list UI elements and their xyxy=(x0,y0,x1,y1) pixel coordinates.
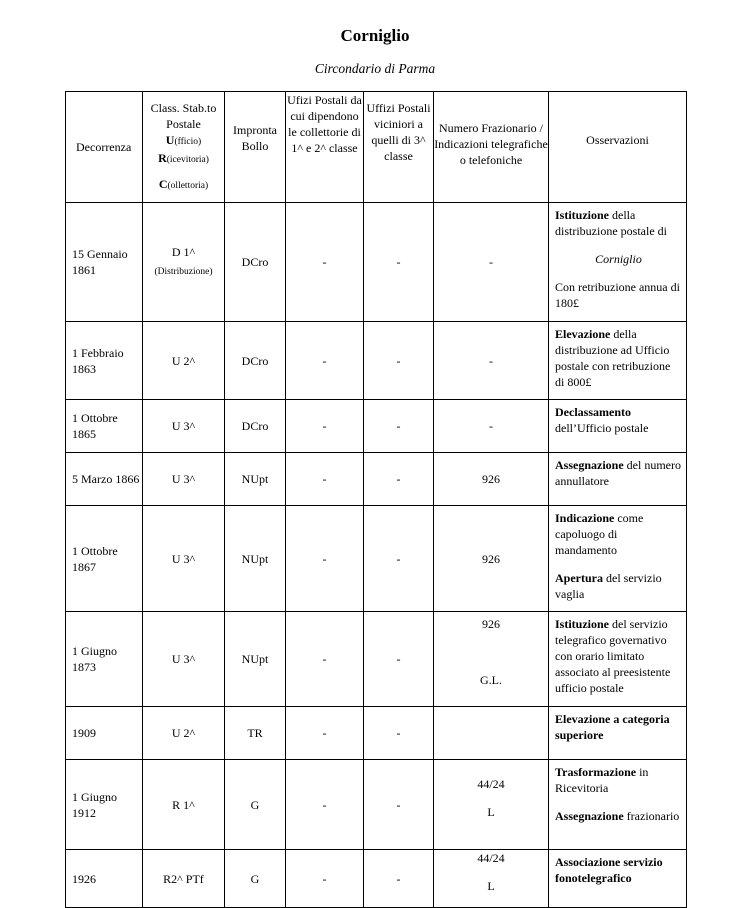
cell-osservazioni xyxy=(549,707,687,760)
cell-osservazioni xyxy=(549,850,687,908)
header-class-line1: Class. Stab.to Postale xyxy=(150,101,217,131)
header-class xyxy=(143,92,225,203)
cell-uffizi: - xyxy=(364,400,434,453)
cell-osservazioni xyxy=(549,322,687,400)
cell-date: 1 Febbraio 1863 xyxy=(66,322,143,400)
header-ufizi: Ufizi Postali da cui dipendono le collettorie di 1^ e 2^ classe xyxy=(286,92,364,203)
table-row xyxy=(66,707,687,760)
cell-numero xyxy=(434,850,549,908)
obs-bold: Assegnazione xyxy=(555,458,624,472)
table-row xyxy=(66,760,687,850)
table-row xyxy=(66,506,687,612)
cell-class: U 3^ xyxy=(143,400,225,453)
cell-osservazioni xyxy=(549,506,687,612)
obs-text-2: Con retribuzione annua di 180£ xyxy=(555,280,680,310)
cell-date: 5 Marzo 1866 xyxy=(66,453,143,506)
obs-text-2: frazionario xyxy=(623,809,680,823)
obs-bold: Trasformazione xyxy=(555,765,637,779)
cell-numero-telegraph: L xyxy=(487,805,495,819)
obs-bold-2: Apertura xyxy=(555,571,603,585)
page-title: Corniglio xyxy=(340,26,410,45)
cell-uffizi: - xyxy=(364,506,434,612)
obs-bold-2: Assegnazione xyxy=(555,809,624,823)
header-impronta: Impronta Bollo xyxy=(225,92,286,203)
header-row xyxy=(66,92,687,203)
cell-numero-value: 44/24 xyxy=(477,851,505,865)
cell-numero xyxy=(434,612,549,707)
header-uffizi: Uffizi Postali viciniori a quelli di 3^ classe xyxy=(364,92,434,203)
obs-text: in Ricevitoria xyxy=(555,765,649,795)
cell-osservazioni xyxy=(549,400,687,453)
cell-class: U 2^ xyxy=(143,322,225,400)
table-row xyxy=(66,850,687,908)
header-class-u: U xyxy=(165,133,175,147)
obs-text-2: del servizio vaglia xyxy=(555,571,662,601)
header-osservazioni: Osservazioni xyxy=(549,92,687,203)
cell-uffizi: - xyxy=(364,203,434,322)
cell-numero: 926 xyxy=(434,453,549,506)
obs-bold: Elevazione xyxy=(555,327,611,341)
cell-bollo: NUpt xyxy=(225,506,286,612)
cell-osservazioni xyxy=(549,760,687,850)
cell-class-value: D 1^ xyxy=(171,245,196,259)
cell-ufizi: - xyxy=(286,400,364,453)
cell-numero-value: 926 xyxy=(482,617,500,631)
cell-date: 1 Giugno 1873 xyxy=(66,612,143,707)
cell-bollo: NUpt xyxy=(225,453,286,506)
cell-uffizi: - xyxy=(364,612,434,707)
cell-numero: - xyxy=(434,322,549,400)
cell-numero-telegraph: G.L. xyxy=(480,673,502,687)
cell-class-sub: (Distribuzione) xyxy=(154,267,213,277)
cell-ufizi: - xyxy=(286,203,364,322)
cell-date: 1926 xyxy=(66,850,143,908)
cell-class: U 3^ xyxy=(143,612,225,707)
page-subtitle: Circondario di Parma xyxy=(314,61,436,76)
cell-uffizi: - xyxy=(364,453,434,506)
cell-date: 15 Gennaio 1861 xyxy=(66,203,143,322)
header-decorrenza: Decorrenza xyxy=(66,92,143,203)
obs-text: come capoluogo di mandamento xyxy=(555,511,644,557)
cell-uffizi: - xyxy=(364,760,434,850)
obs-text: del servizio telegrafico governativo con orario limitato associato al preesistente ufficio postale xyxy=(555,617,671,695)
cell-class: U 2^ xyxy=(143,707,225,760)
obs-bold: Associazione servizio fonotelegrafico xyxy=(555,855,663,885)
header-numero: Numero Frazionario / Indicazioni telegrafiche o telefoniche xyxy=(434,92,549,203)
cell-numero xyxy=(434,760,549,850)
cell-ufizi: - xyxy=(286,850,364,908)
cell-ufizi: - xyxy=(286,612,364,707)
obs-bold: Elevazione a categoria superiore xyxy=(555,712,670,742)
cell-class: R 1^ xyxy=(143,760,225,850)
postal-history-table xyxy=(65,91,687,908)
obs-place: Corniglio xyxy=(595,252,642,266)
obs-bold: Istituzione xyxy=(555,617,609,631)
cell-numero xyxy=(434,707,549,760)
cell-date: 1 Ottobre 1865 xyxy=(66,400,143,453)
cell-bollo: G xyxy=(225,760,286,850)
obs-bold: Declassamento xyxy=(555,405,631,419)
cell-date: 1 Giugno 1912 xyxy=(66,760,143,850)
obs-text: della distribuzione ad Ufficio postale con retribuzione di 800£ xyxy=(555,327,671,389)
cell-ufizi: - xyxy=(286,707,364,760)
cell-class: U 3^ xyxy=(143,453,225,506)
cell-osservazioni xyxy=(549,612,687,707)
cell-numero: - xyxy=(434,203,549,322)
cell-numero: 926 xyxy=(434,506,549,612)
cell-bollo: G xyxy=(225,850,286,908)
cell-class xyxy=(143,203,225,322)
table-row xyxy=(66,453,687,506)
cell-numero-value: 44/24 xyxy=(477,777,505,791)
header-class-r-rest: (icevitoria) xyxy=(166,155,209,165)
obs-text: della distribuzione postale di xyxy=(555,208,667,238)
cell-date: 1909 xyxy=(66,707,143,760)
header-class-c-rest: (ollettoria) xyxy=(167,181,209,191)
obs-bold: Istituzione xyxy=(555,208,609,222)
cell-uffizi: - xyxy=(364,707,434,760)
table-row xyxy=(66,203,687,322)
table-row xyxy=(66,400,687,453)
cell-ufizi: - xyxy=(286,322,364,400)
header-class-c: C xyxy=(158,177,168,191)
cell-bollo: DCro xyxy=(225,203,286,322)
cell-date: 1 Ottobre 1867 xyxy=(66,506,143,612)
cell-bollo: TR xyxy=(225,707,286,760)
table-row xyxy=(66,612,687,707)
cell-class: R2^ PTf xyxy=(143,850,225,908)
cell-numero: - xyxy=(434,400,549,453)
cell-bollo: DCro xyxy=(225,400,286,453)
obs-text: dell’Ufficio postale xyxy=(555,421,649,435)
cell-ufizi: - xyxy=(286,453,364,506)
obs-text: del numero annullatore xyxy=(555,458,681,488)
cell-bollo: NUpt xyxy=(225,612,286,707)
cell-osservazioni xyxy=(549,203,687,322)
cell-bollo: DCro xyxy=(225,322,286,400)
cell-numero-telegraph: L xyxy=(487,879,495,893)
cell-ufizi: - xyxy=(286,506,364,612)
header-class-r: R xyxy=(158,151,167,165)
cell-ufizi: - xyxy=(286,760,364,850)
cell-osservazioni xyxy=(549,453,687,506)
obs-bold: Indicazione xyxy=(555,511,615,525)
cell-class: U 3^ xyxy=(143,506,225,612)
cell-uffizi: - xyxy=(364,322,434,400)
header-class-u-rest: (fficio) xyxy=(174,137,202,147)
table-row xyxy=(66,322,687,400)
cell-uffizi: - xyxy=(364,850,434,908)
